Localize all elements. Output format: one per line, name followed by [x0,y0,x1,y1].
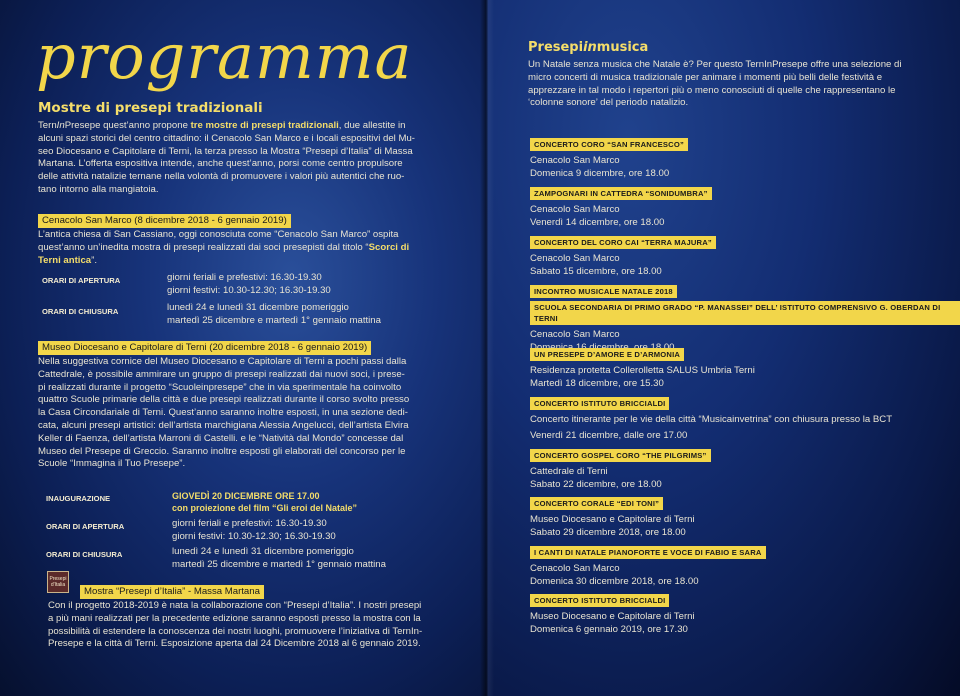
event-item [530,232,716,278]
cenacolo-bold-2: Terni antica [38,254,92,266]
museo-line: Keller di Faenza, dell’artista Marroni di Castelli. e le “Natività dal Mondo” concesse dal [38,432,404,444]
inaugurazione-date: GIOVEDÌ 20 DICEMBRE ORE 17.00 [172,491,320,501]
event-venue: Museo Diocesano e Capitolare di Terni [530,611,695,622]
event-venue: Cattedrale di Terni [530,466,608,477]
event-title: I CANTI DI NATALE PIANOFORTE E VOCE DI FABIO E SARA [530,546,766,559]
orario: martedì 25 dicembre e martedì 1° gennaio mattina [172,558,386,570]
event-date: Sabato 15 dicembre, ore 18.00 [530,265,662,277]
event-venue: Residenza protetta Collerolletta SALUS Umbria Terni [530,365,755,376]
event-title: CONCERTO CORO “SAN FRANCESCO” [530,138,688,151]
event-date: Domenica 30 dicembre 2018, ore 18.00 [530,575,699,587]
intro-line: tano intorno alla mangiatoia. [38,183,159,195]
event-date: Sabato 22 dicembre, ore 18.00 [530,478,662,490]
cenacolo-line: L’antica chiesa di San Cassiano, oggi conosciuta come “Cenacolo San Marco” ospita [38,229,399,240]
orario: giorni festivi: 10.30-12.30; 16.30-19.30 [172,530,336,542]
title-c: musica [596,40,649,55]
cenacolo-chiusura [167,302,381,327]
event-date: Domenica 6 gennaio 2019, ore 17.30 [530,623,688,635]
massa-heading [80,581,264,599]
page-fold [480,0,494,696]
inaugurazione-label: INAUGURAZIONE [46,494,111,503]
event-date: Domenica 9 dicembre, ore 18.00 [530,167,670,179]
cenacolo-heading-text: Cenacolo San Marco (8 dicembre 2018 - 6 gennaio 2019) [38,214,291,228]
event-venue: Museo Diocesano e Capitolare di Terni [530,514,695,525]
museo-line: quattro Scuole primarie della città e due presepi realizzati durante il corso svolto presso [38,394,410,406]
orario: lunedì 24 e lunedì 31 dicembre pomeriggio [167,302,349,313]
museo-line: Museo del Presepe di Greccio. Saranno inoltre esposti gli elaborati del concorso per le [38,445,406,457]
massa-text [48,600,484,651]
intro-line: Martana. L’offerta espositiva intende, anche quest’anno, porsi come centro propulsore [38,158,403,170]
massa-line: a più mani realizzati per la precedente edizione saranno esposti presso la mostra con la [48,612,421,624]
event-title: ZAMPOGNARI IN CATTEDRA “SONIDUMBRA” [530,187,712,200]
title-b: in [583,40,597,55]
event-title: INCONTRO MUSICALE NATALE 2018 [530,285,677,298]
inaugurazione-film: con proiezione del film “Gli eroi del Natale” [172,503,358,513]
orario: giorni feriali e prefestivi: 16.30-19.30 [172,518,327,529]
cenacolo-end: ”. [91,254,98,266]
museo-apertura-label: ORARI DI APERTURA [46,522,125,531]
musica-intro-line: ‘colonne sonore’ del periodo natalizio. [528,97,689,109]
cenacolo-text [38,229,478,267]
intro-brand-b: In [56,120,65,131]
orario: lunedì 24 e lunedì 31 dicembre pomeriggio [172,546,354,557]
cenacolo-chiusura-label: ORARI DI CHIUSURA [42,307,119,316]
event-item [530,590,695,636]
presepi-italia-logo: Presepi d'Italia [47,571,69,593]
event-date: Venerdì 14 dicembre, ore 18.00 [530,216,665,228]
massa-line: Presepe e la città di Terni. Esposizione aperta dal 24 Dicembre 2018 al 6 gennaio 2019. [48,638,421,650]
event-venue: Concerto itinerante per le vie della città “Musicainvetrina” con chiusura presso la BCT [530,414,893,425]
intro-paragraph [38,120,478,197]
event-venue: Cenacolo San Marco [530,329,620,340]
museo-line: cata, alcuni presepi artistici: dell’artista marchigiana Alessia Angelucci, dell’artista Elvira [38,419,409,431]
massa-line: possibilità di estendere la conoscenza dei nostri luoghi, promuovere l’iniziativa di TernIn- [48,625,423,637]
museo-chiusura-label: ORARI DI CHIUSURA [46,550,123,559]
event-date: Martedì 18 dicembre, ore 15.30 [530,377,664,389]
museo-apertura [172,518,336,543]
orario: giorni feriali e prefestivi: 16.30-19.30 [167,272,322,283]
intro-line: delle attività natalizie ternane nella volontà di promuovere i valori più autentici che ruo- [38,171,405,183]
event-title: CONCERTO ISTITUTO BRICCIALDI [530,594,669,607]
event-venue: Cenacolo San Marco [530,204,620,215]
title-a: Presepi [528,40,584,55]
intro-text-a: Presepe quest’anno propone [64,120,191,131]
museo-chiusura [172,546,386,571]
event-item [530,393,892,442]
intro-brand-a: Tern [38,120,57,131]
museo-line: Cattedrale, è possibile ammirare un gruppo di presepi realizzati dai nuovi soci, i prese- [38,368,405,380]
event-date: Sabato 29 dicembre 2018, ore 18.00 [530,526,686,538]
event-venue: Cenacolo San Marco [530,563,620,574]
event-venue: Cenacolo San Marco [530,253,620,264]
orario: giorni festivi: 10.30-12.30; 16.30-19.30 [167,284,331,296]
orario: martedì 25 dicembre e martedì 1° gennaio mattina [167,314,381,326]
event-item [530,493,695,539]
massa-line: Con il progetto 2018-2019 è nata la collaborazione con “Presepi d’Italia”. I nostri presepi [48,600,422,611]
cenacolo-bold: Scorci di [368,241,410,253]
cenacolo-apertura [167,272,331,297]
intro-line: alcuni spazi storici del centro cittadino: il Cenacolo San Marco e i locali espositivi del Mu- [38,132,415,144]
presepinmusica-title [528,40,648,55]
page-title: programma [36,20,413,93]
museo-line: Scuole “Immagina il Tuo Presepe”. [38,458,186,470]
musica-intro-line: micro concerti di musica tradizionale per animare i momenti più belli delle festività e [528,71,883,83]
event-venue: Cenacolo San Marco [530,155,620,166]
event-item [530,134,688,180]
museo-line: la Casa Circondariale di Terni. Quest’anno saranno inoltre esposti, in una sezione dedi- [38,407,408,419]
museo-text [38,356,478,471]
intro-line: seo Diocesano e Capitolare di Terni, la terza presso la Mostra “Presepi d’Italia” di Massa [38,145,413,157]
museo-heading-text: Museo Diocesano e Capitolare di Terni (20 dicembre 2018 - 6 gennaio 2019) [38,341,371,355]
event-title: CONCERTO DEL CORO CAI “TERRA MAJURA” [530,236,716,249]
cenacolo-line: quest’anno un’inedita mostra di presepi realizzati dai soci presepisti dal titolo “ [38,241,369,253]
museo-line: Nella suggestiva cornice del Museo Diocesano e Capitolare di Terni a pochi passi dalla [38,356,407,367]
museo-heading [38,337,371,355]
intro-text-b: , due allestite in [338,120,406,131]
event-item [530,445,711,491]
museo-line: pi realizzati durante il progetto “Scuoleinpresepe” che in via sperimentale ha coinvolto [38,381,402,393]
event-item [530,542,766,588]
event-title: CONCERTO CORALE “EDI TONI” [530,497,663,510]
cenacolo-apertura-label: ORARI DI APERTURA [42,276,121,285]
right-page [486,0,960,696]
event-title: CONCERTO GOSPEL CORO “THE PILGRIMS” [530,449,711,462]
cenacolo-heading [38,210,291,228]
musica-intro-line: apprezzare in tal modo i repertori più o meno conosciuti di quelle che rappresentano le [528,84,896,96]
musica-intro [528,59,956,110]
section-title: Mostre di presepi tradizionali [38,100,263,116]
musica-intro-line: Un Natale senza musica che Natale è? Per questo TernInPresepe offre una selezione di [528,59,902,70]
intro-bold: tre mostre di presepi tradizionali [190,120,339,131]
event-title: CONCERTO ISTITUTO BRICCIALDI [530,397,669,410]
event-subtitle: SCUOLA SECONDARIA DI PRIMO GRADO “P. MANASSEI” DELL’ ISTITUTO COMPRENSIVO G. OBERDAN DI TERNI [530,301,960,325]
event-item [530,344,755,390]
massa-heading-text: Mostra “Presepi d’Italia” - Massa Martana [80,585,264,599]
event-item [530,183,712,229]
event-date: Venerdì 21 dicembre, dalle ore 17.00 [530,429,688,441]
event-title: UN PRESEPE D’AMORE E D’ARMONIA [530,348,684,361]
